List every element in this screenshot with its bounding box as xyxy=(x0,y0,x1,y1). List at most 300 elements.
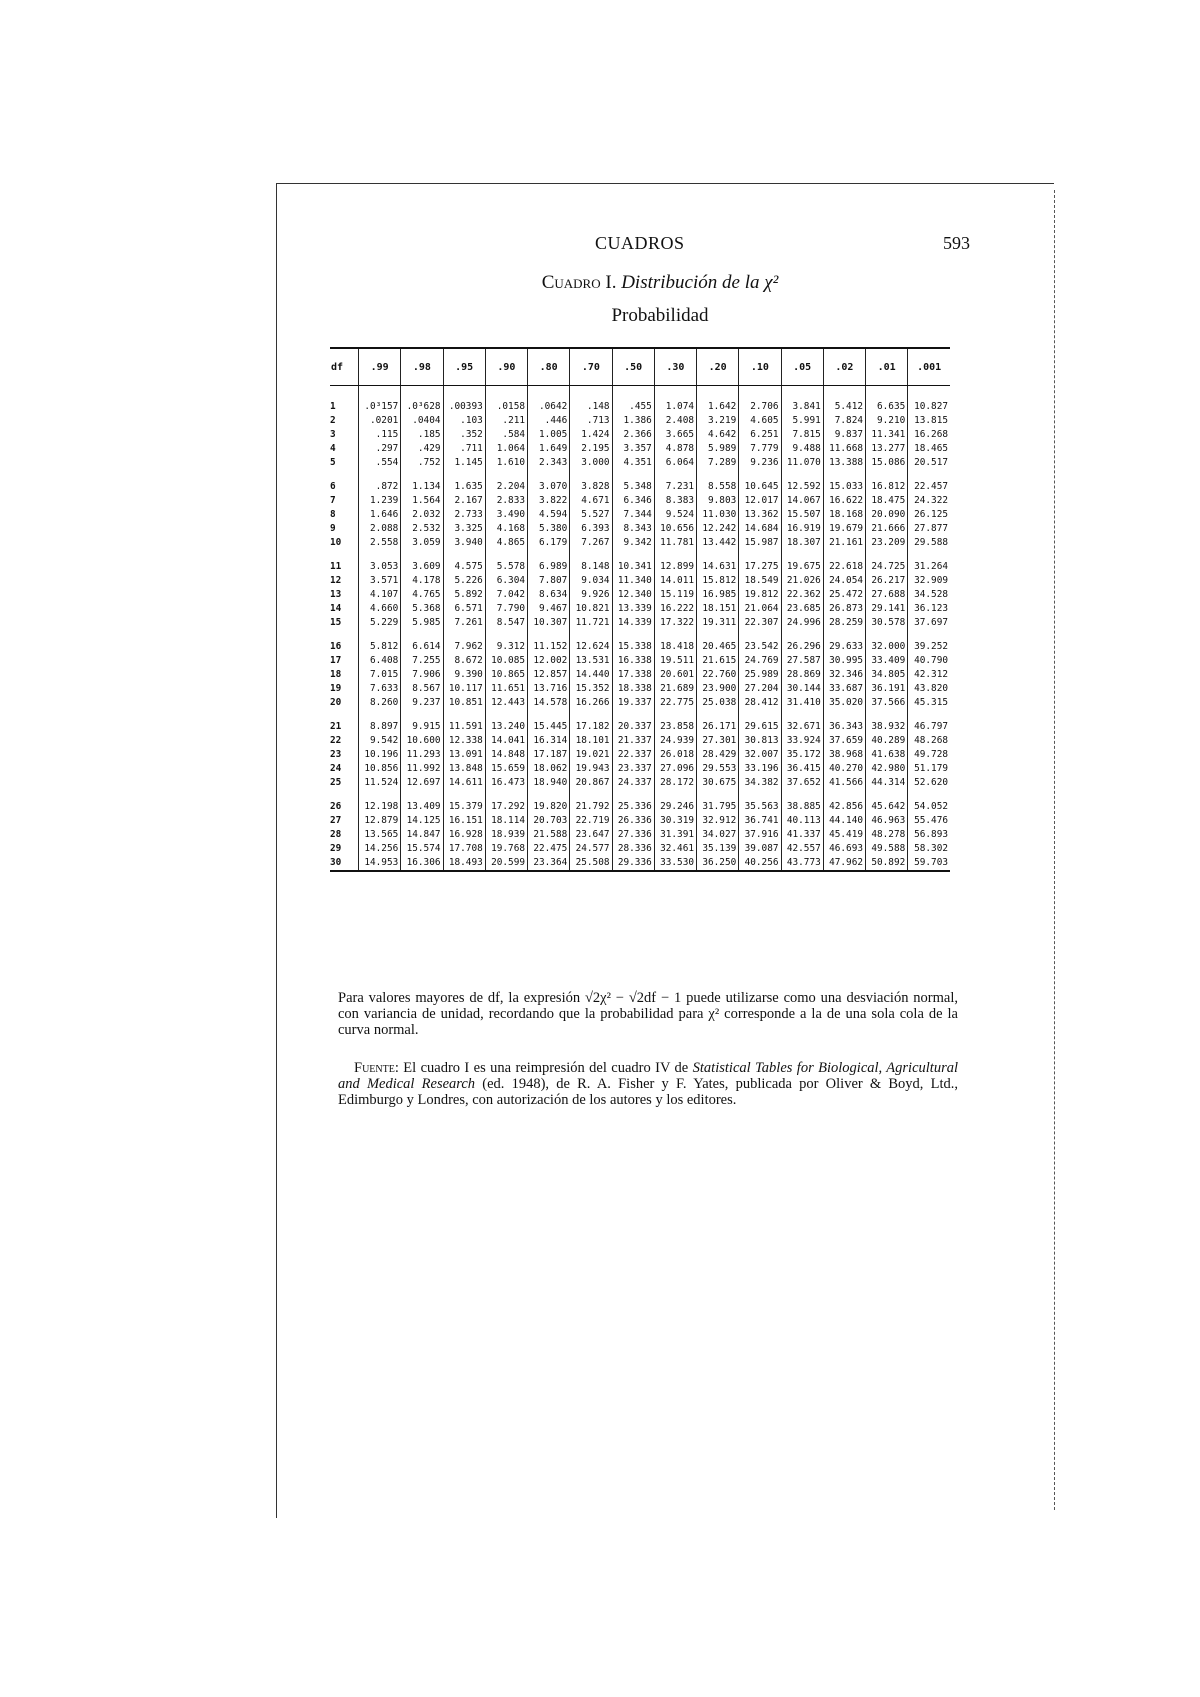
value-cell: 3.357 xyxy=(612,442,654,456)
spacer-cell xyxy=(866,630,908,640)
value-cell: 20.517 xyxy=(908,456,950,470)
table-row xyxy=(330,814,950,828)
value-cell: 52.620 xyxy=(908,776,950,790)
value-cell: 3.053 xyxy=(359,560,401,574)
value-cell: 11.341 xyxy=(866,428,908,442)
value-cell: 20.867 xyxy=(570,776,612,790)
value-cell: 14.684 xyxy=(739,522,781,536)
df-cell: 30 xyxy=(330,857,342,868)
value-cell: 30.813 xyxy=(739,734,781,748)
value-cell: 14.847 xyxy=(401,828,443,842)
value-cell: 27.587 xyxy=(781,654,823,668)
value-cell: 6.989 xyxy=(528,560,570,574)
value-cell: 21.615 xyxy=(697,654,739,668)
df-cell: 3 xyxy=(330,429,336,440)
value-cell: 18.939 xyxy=(485,828,527,842)
spacer-cell xyxy=(359,630,401,640)
value-cell: 8.634 xyxy=(528,588,570,602)
value-cell: 5.989 xyxy=(697,442,739,456)
value-cell: 18.114 xyxy=(485,814,527,828)
value-cell: 16.812 xyxy=(866,480,908,494)
value-cell: 16.314 xyxy=(528,734,570,748)
value-cell: 27.204 xyxy=(739,682,781,696)
source-text-1: El cuadro I es una reimpresión del cuadro IV de xyxy=(403,1060,689,1076)
value-cell: 5.527 xyxy=(570,508,612,522)
spacer-cell xyxy=(654,470,696,480)
table-row xyxy=(330,776,950,790)
spacer-cell xyxy=(739,550,781,560)
df-cell: 8 xyxy=(330,509,336,520)
spacer-cell xyxy=(612,710,654,720)
value-cell: 16.306 xyxy=(401,856,443,871)
value-cell: 26.873 xyxy=(823,602,865,616)
df-cell: 11 xyxy=(330,561,342,572)
value-cell: 50.892 xyxy=(866,856,908,871)
value-cell: .148 xyxy=(570,386,612,415)
value-cell: 13.240 xyxy=(485,720,527,734)
value-cell: .713 xyxy=(570,414,612,428)
value-cell: 1.134 xyxy=(401,480,443,494)
column-header: .01 xyxy=(866,348,908,386)
value-cell: 9.237 xyxy=(401,696,443,710)
value-cell: 7.015 xyxy=(359,668,401,682)
value-cell: 41.566 xyxy=(823,776,865,790)
value-cell: 11.781 xyxy=(654,536,696,550)
value-cell: 17.708 xyxy=(443,842,485,856)
value-cell: 18.101 xyxy=(570,734,612,748)
value-cell: 30.578 xyxy=(866,616,908,630)
value-cell: 41.638 xyxy=(866,748,908,762)
value-cell: 29.246 xyxy=(654,800,696,814)
table-row xyxy=(330,828,950,842)
value-cell: 14.067 xyxy=(781,494,823,508)
value-cell: 15.338 xyxy=(612,640,654,654)
value-cell: 26.018 xyxy=(654,748,696,762)
value-cell: 24.337 xyxy=(612,776,654,790)
df-cell: 27 xyxy=(330,815,342,826)
value-cell: 15.659 xyxy=(485,762,527,776)
table-row xyxy=(330,442,950,456)
value-cell: 35.563 xyxy=(739,800,781,814)
spacer-cell xyxy=(908,790,950,800)
value-cell: 55.476 xyxy=(908,814,950,828)
value-cell: 10.117 xyxy=(443,682,485,696)
value-cell: 26.336 xyxy=(612,814,654,828)
value-cell: 25.472 xyxy=(823,588,865,602)
value-cell: 37.697 xyxy=(908,616,950,630)
value-cell: 29.588 xyxy=(908,536,950,550)
value-cell: 19.511 xyxy=(654,654,696,668)
df-cell: 6 xyxy=(330,481,336,492)
value-cell: 36.250 xyxy=(697,856,739,871)
spacer-cell xyxy=(443,790,485,800)
value-cell: 20.465 xyxy=(697,640,739,654)
column-header: .30 xyxy=(654,348,696,386)
value-cell: 7.790 xyxy=(485,602,527,616)
value-cell: 39.252 xyxy=(908,640,950,654)
value-cell: 3.490 xyxy=(485,508,527,522)
value-cell: 27.336 xyxy=(612,828,654,842)
value-cell: 21.689 xyxy=(654,682,696,696)
value-cell: 11.668 xyxy=(823,442,865,456)
value-cell: 11.591 xyxy=(443,720,485,734)
value-cell: 9.542 xyxy=(359,734,401,748)
value-cell: 17.182 xyxy=(570,720,612,734)
value-cell: 31.264 xyxy=(908,560,950,574)
value-cell: 32.461 xyxy=(654,842,696,856)
value-cell: 28.336 xyxy=(612,842,654,856)
spacer-cell xyxy=(654,790,696,800)
value-cell: 37.659 xyxy=(823,734,865,748)
spacer-cell xyxy=(528,630,570,640)
df-cell: 24 xyxy=(330,763,342,774)
value-cell: 51.179 xyxy=(908,762,950,776)
value-cell: 3.070 xyxy=(528,480,570,494)
value-cell: 6.393 xyxy=(570,522,612,536)
spacer-cell xyxy=(359,790,401,800)
spacer-cell xyxy=(401,710,443,720)
spacer-cell xyxy=(612,630,654,640)
df-cell: 18 xyxy=(330,669,342,680)
spacer-cell xyxy=(654,630,696,640)
value-cell: 15.086 xyxy=(866,456,908,470)
value-cell: 4.671 xyxy=(570,494,612,508)
value-cell: .429 xyxy=(401,442,443,456)
value-cell: 24.769 xyxy=(739,654,781,668)
value-cell: 41.337 xyxy=(781,828,823,842)
value-cell: 25.038 xyxy=(697,696,739,710)
value-cell: 36.415 xyxy=(781,762,823,776)
spacer-cell xyxy=(866,710,908,720)
value-cell: 16.919 xyxy=(781,522,823,536)
value-cell: 11.651 xyxy=(485,682,527,696)
table-row xyxy=(330,522,950,536)
spacer-cell xyxy=(739,630,781,640)
value-cell: 38.932 xyxy=(866,720,908,734)
column-header: .90 xyxy=(485,348,527,386)
value-cell: 28.869 xyxy=(781,668,823,682)
value-cell: 2.706 xyxy=(739,386,781,415)
source-reference: Statistical Tables for Biological, Agricultural and Medical Research xyxy=(338,1060,958,1092)
value-cell: 9.034 xyxy=(570,574,612,588)
value-cell: 10.821 xyxy=(570,602,612,616)
value-cell: 6.304 xyxy=(485,574,527,588)
value-cell: 5.348 xyxy=(612,480,654,494)
spacer-cell xyxy=(443,710,485,720)
value-cell: 3.219 xyxy=(697,414,739,428)
value-cell: 26.171 xyxy=(697,720,739,734)
value-cell: 5.578 xyxy=(485,560,527,574)
value-cell: 4.351 xyxy=(612,456,654,470)
value-cell: 6.251 xyxy=(739,428,781,442)
value-cell: 12.624 xyxy=(570,640,612,654)
value-cell: 10.856 xyxy=(359,762,401,776)
value-cell: .0642 xyxy=(528,386,570,415)
table-row xyxy=(330,842,950,856)
spacer-cell xyxy=(359,710,401,720)
value-cell: 21.588 xyxy=(528,828,570,842)
value-cell: 12.592 xyxy=(781,480,823,494)
value-cell: 16.151 xyxy=(443,814,485,828)
value-cell: .103 xyxy=(443,414,485,428)
value-cell: 15.119 xyxy=(654,588,696,602)
value-cell: 5.226 xyxy=(443,574,485,588)
value-cell: 23.364 xyxy=(528,856,570,871)
spacer-cell xyxy=(823,710,865,720)
value-cell: 1.239 xyxy=(359,494,401,508)
value-cell: 13.091 xyxy=(443,748,485,762)
value-cell: 10.196 xyxy=(359,748,401,762)
column-header: .99 xyxy=(359,348,401,386)
value-cell: 7.824 xyxy=(823,414,865,428)
value-cell: 10.085 xyxy=(485,654,527,668)
spacer-cell xyxy=(823,790,865,800)
value-cell: 33.196 xyxy=(739,762,781,776)
value-cell: .446 xyxy=(528,414,570,428)
value-cell: 18.151 xyxy=(697,602,739,616)
spacer-cell xyxy=(401,790,443,800)
value-cell: .872 xyxy=(359,480,401,494)
value-cell: 28.412 xyxy=(739,696,781,710)
value-cell: 49.588 xyxy=(866,842,908,856)
value-cell: 3.822 xyxy=(528,494,570,508)
value-cell: 21.337 xyxy=(612,734,654,748)
spacer-cell xyxy=(908,550,950,560)
value-cell: 12.879 xyxy=(359,814,401,828)
value-cell: 5.368 xyxy=(401,602,443,616)
value-cell: 5.991 xyxy=(781,414,823,428)
value-cell: 6.064 xyxy=(654,456,696,470)
value-cell: 15.574 xyxy=(401,842,443,856)
value-cell: 3.841 xyxy=(781,386,823,415)
value-cell: 3.828 xyxy=(570,480,612,494)
value-cell: 22.618 xyxy=(823,560,865,574)
spacer-cell xyxy=(908,710,950,720)
value-cell: 25.508 xyxy=(570,856,612,871)
value-cell: 29.615 xyxy=(739,720,781,734)
value-cell: 19.675 xyxy=(781,560,823,574)
value-cell: 36.191 xyxy=(866,682,908,696)
value-cell: .0158 xyxy=(485,386,527,415)
table-header-row xyxy=(330,348,950,386)
table-row xyxy=(330,386,950,415)
value-cell: 26.296 xyxy=(781,640,823,654)
value-cell: 16.268 xyxy=(908,428,950,442)
value-cell: 4.865 xyxy=(485,536,527,550)
value-cell: 3.059 xyxy=(401,536,443,550)
group-spacer xyxy=(330,550,950,560)
df-cell: 26 xyxy=(330,801,342,812)
value-cell: 37.652 xyxy=(781,776,823,790)
spacer-cell xyxy=(866,790,908,800)
value-cell: 35.139 xyxy=(697,842,739,856)
value-cell: .185 xyxy=(401,428,443,442)
value-cell: 12.198 xyxy=(359,800,401,814)
value-cell: 32.007 xyxy=(739,748,781,762)
spacer-cell xyxy=(359,470,401,480)
spacer-cell xyxy=(781,470,823,480)
value-cell: 30.144 xyxy=(781,682,823,696)
value-cell: 24.054 xyxy=(823,574,865,588)
value-cell: 18.549 xyxy=(739,574,781,588)
value-cell: 26.125 xyxy=(908,508,950,522)
value-cell: 7.289 xyxy=(697,456,739,470)
value-cell: 16.622 xyxy=(823,494,865,508)
spacer-cell xyxy=(612,470,654,480)
value-cell: 18.418 xyxy=(654,640,696,654)
spacer-cell xyxy=(697,550,739,560)
value-cell: 18.338 xyxy=(612,682,654,696)
value-cell: 23.209 xyxy=(866,536,908,550)
value-cell: 16.985 xyxy=(697,588,739,602)
spacer-cell xyxy=(612,550,654,560)
value-cell: 8.672 xyxy=(443,654,485,668)
value-cell: 36.741 xyxy=(739,814,781,828)
value-cell: 22.475 xyxy=(528,842,570,856)
value-cell: 2.167 xyxy=(443,494,485,508)
value-cell: 4.605 xyxy=(739,414,781,428)
spacer-cell xyxy=(654,710,696,720)
value-cell: 16.928 xyxy=(443,828,485,842)
value-cell: 6.614 xyxy=(401,640,443,654)
value-cell: 42.856 xyxy=(823,800,865,814)
spacer-cell xyxy=(781,790,823,800)
value-cell: 34.027 xyxy=(697,828,739,842)
value-cell: 33.409 xyxy=(866,654,908,668)
value-cell: 16.266 xyxy=(570,696,612,710)
spacer-cell xyxy=(485,470,527,480)
value-cell: .211 xyxy=(485,414,527,428)
value-cell: 27.096 xyxy=(654,762,696,776)
value-cell: 9.915 xyxy=(401,720,443,734)
value-cell: 23.337 xyxy=(612,762,654,776)
value-cell: 17.187 xyxy=(528,748,570,762)
value-cell: 11.524 xyxy=(359,776,401,790)
value-cell: 15.507 xyxy=(781,508,823,522)
value-cell: 24.939 xyxy=(654,734,696,748)
page-number: 593 xyxy=(943,233,970,253)
value-cell: 22.775 xyxy=(654,696,696,710)
spacer-cell xyxy=(697,630,739,640)
value-cell: 14.339 xyxy=(612,616,654,630)
column-header: .02 xyxy=(823,348,865,386)
table-row xyxy=(330,560,950,574)
value-cell: 19.337 xyxy=(612,696,654,710)
value-cell: 18.465 xyxy=(908,442,950,456)
value-cell: 6.635 xyxy=(866,386,908,415)
value-cell: 32.909 xyxy=(908,574,950,588)
value-cell: 8.148 xyxy=(570,560,612,574)
value-cell: 10.865 xyxy=(485,668,527,682)
value-cell: 30.995 xyxy=(823,654,865,668)
value-cell: 12.443 xyxy=(485,696,527,710)
value-cell: 40.113 xyxy=(781,814,823,828)
source-text-2: (ed. 1948), de R. A. Fisher y F. Yates, publicada por Oliver & Boyd, Ltd., Edimburgo y Londres, con autorización de los autores y los editores. xyxy=(338,1076,959,1108)
value-cell: 30.675 xyxy=(697,776,739,790)
spacer-cell xyxy=(781,550,823,560)
value-cell: 7.267 xyxy=(570,536,612,550)
value-cell: 16.338 xyxy=(612,654,654,668)
value-cell: 4.168 xyxy=(485,522,527,536)
table-row xyxy=(330,682,950,696)
value-cell: 27.877 xyxy=(908,522,950,536)
value-cell: 22.760 xyxy=(697,668,739,682)
spacer-cell xyxy=(908,630,950,640)
spacer-cell xyxy=(443,550,485,560)
value-cell: 23.647 xyxy=(570,828,612,842)
value-cell: 40.270 xyxy=(823,762,865,776)
value-cell: 20.090 xyxy=(866,508,908,522)
df-cell: 29 xyxy=(330,843,342,854)
value-cell: 8.897 xyxy=(359,720,401,734)
spacer-cell xyxy=(823,470,865,480)
value-cell: 14.041 xyxy=(485,734,527,748)
value-cell: 44.140 xyxy=(823,814,865,828)
value-cell: 3.940 xyxy=(443,536,485,550)
value-cell: 11.721 xyxy=(570,616,612,630)
value-cell: 11.293 xyxy=(401,748,443,762)
value-cell: 24.725 xyxy=(866,560,908,574)
value-cell: 20.337 xyxy=(612,720,654,734)
value-cell: 15.812 xyxy=(697,574,739,588)
value-cell: 39.087 xyxy=(739,842,781,856)
value-cell: 21.666 xyxy=(866,522,908,536)
value-cell: 32.346 xyxy=(823,668,865,682)
value-cell: 29.553 xyxy=(697,762,739,776)
df-cell: 7 xyxy=(330,495,336,506)
value-cell: 21.064 xyxy=(739,602,781,616)
df-cell: 16 xyxy=(330,641,342,652)
value-cell: 9.390 xyxy=(443,668,485,682)
value-cell: 7.255 xyxy=(401,654,443,668)
value-cell: 15.352 xyxy=(570,682,612,696)
spacer-cell xyxy=(330,470,359,480)
df-cell: 20 xyxy=(330,697,342,708)
value-cell: 19.943 xyxy=(570,762,612,776)
value-cell: 1.646 xyxy=(359,508,401,522)
value-cell: .0404 xyxy=(401,414,443,428)
value-cell: 48.268 xyxy=(908,734,950,748)
spacer-cell xyxy=(330,630,359,640)
value-cell: .554 xyxy=(359,456,401,470)
value-cell: 8.260 xyxy=(359,696,401,710)
caption-title: Distribución de la χ² xyxy=(621,272,779,293)
value-cell: 23.858 xyxy=(654,720,696,734)
value-cell: 20.703 xyxy=(528,814,570,828)
value-cell: 17.275 xyxy=(739,560,781,574)
spacer-cell xyxy=(612,790,654,800)
spacer-cell xyxy=(739,790,781,800)
value-cell: 1.145 xyxy=(443,456,485,470)
value-cell: 23.685 xyxy=(781,602,823,616)
value-cell: 4.594 xyxy=(528,508,570,522)
value-cell: 31.410 xyxy=(781,696,823,710)
value-cell: 2.733 xyxy=(443,508,485,522)
value-cell: 14.578 xyxy=(528,696,570,710)
value-cell: 7.779 xyxy=(739,442,781,456)
table-row xyxy=(330,800,950,814)
value-cell: 5.985 xyxy=(401,616,443,630)
value-cell: 1.649 xyxy=(528,442,570,456)
value-cell: 18.062 xyxy=(528,762,570,776)
value-cell: 31.795 xyxy=(697,800,739,814)
value-cell: 18.307 xyxy=(781,536,823,550)
value-cell: 17.292 xyxy=(485,800,527,814)
value-cell: 36.123 xyxy=(908,602,950,616)
value-cell: 34.382 xyxy=(739,776,781,790)
spacer-cell xyxy=(697,790,739,800)
value-cell: 19.311 xyxy=(697,616,739,630)
